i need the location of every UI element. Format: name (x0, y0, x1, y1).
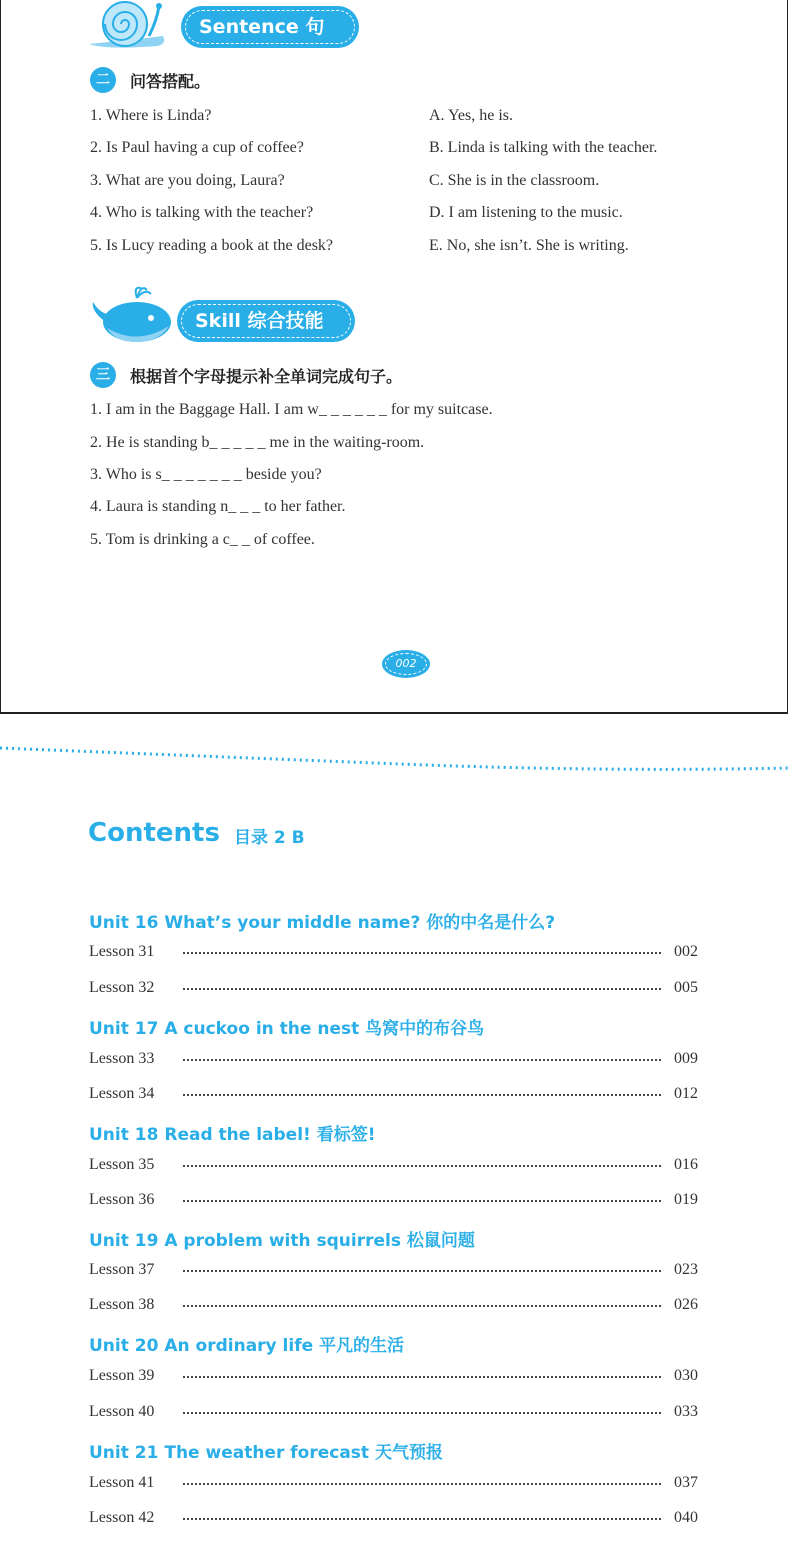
unit-17-title[interactable]: Unit 17 A cuckoo in the nest 鸟窝中的布谷鸟 (89, 1019, 485, 1039)
lesson-40-name[interactable]: Lesson 40 (89, 1403, 155, 1420)
leader-dots (183, 1412, 661, 1414)
unit-20-title[interactable]: Unit 20 An ordinary life 平凡的生活 (89, 1336, 405, 1356)
answer-b: B. Linda is talking with the teacher. (429, 139, 658, 156)
fill-sentence-1: 1. I am in the Baggage Hall. I am w_ _ _ _ _ _ for my suitcase. (90, 401, 493, 418)
lesson-34-name[interactable]: Lesson 34 (89, 1085, 155, 1102)
leader-dots (183, 1059, 661, 1061)
lesson-34-page: 012 (674, 1085, 698, 1102)
answer-a: A. Yes, he is. (429, 107, 514, 124)
wave-divider (0, 738, 790, 784)
leader-dots (183, 1165, 661, 1167)
answer-d: D. I am listening to the music. (429, 204, 623, 221)
leader-dots (183, 1094, 661, 1096)
lesson-42-page: 040 (674, 1509, 698, 1526)
skill-banner-label: Skill 综合技能 (195, 310, 324, 332)
skill-banner (177, 300, 355, 342)
section2-title: 问答搭配。 (130, 71, 211, 91)
answer-c: C. She is in the classroom. (429, 172, 600, 189)
lesson-36-page: 019 (674, 1191, 698, 1208)
leader-dots (183, 1483, 661, 1485)
fill-sentence-2: 2. He is standing b_ _ _ _ _ me in the waiting-room. (90, 434, 425, 451)
whale-icon (89, 284, 175, 346)
lesson-37-name[interactable]: Lesson 37 (89, 1261, 155, 1278)
answer-e: E. No, she isn’t. She is writing. (429, 237, 629, 254)
leader-dots (183, 988, 661, 990)
lesson-38-page: 026 (674, 1296, 698, 1313)
lesson-35-page: 016 (674, 1156, 698, 1173)
lesson-40-page: 033 (674, 1403, 698, 1420)
lesson-32-name[interactable]: Lesson 32 (89, 979, 155, 996)
lesson-33-name[interactable]: Lesson 33 (89, 1050, 155, 1067)
section3-heading (90, 362, 402, 388)
contents-title: Contents (88, 818, 220, 848)
lesson-39-name[interactable]: Lesson 39 (89, 1367, 155, 1384)
question-5: 5. Is Lucy reading a book at the desk? (90, 237, 334, 254)
unit-16-title[interactable]: Unit 16 What’s your middle name? 你的中名是什么? (89, 913, 556, 933)
section2-heading (90, 67, 210, 93)
section3-number-badge: 三 (90, 362, 116, 388)
leader-dots (183, 1305, 661, 1307)
contents-subtitle: 目录 2 B (234, 828, 305, 848)
question-2: 2. Is Paul having a cup of coffee? (90, 139, 304, 156)
page-number-badge (382, 650, 430, 678)
lesson-37-page: 023 (674, 1261, 698, 1278)
leader-dots (183, 952, 661, 954)
snail-icon (87, 0, 171, 52)
question-1: 1. Where is Linda? (90, 107, 212, 124)
fill-sentence-5: 5. Tom is drinking a c_ _ of coffee. (90, 531, 315, 548)
question-3: 3. What are you doing, Laura? (90, 172, 285, 189)
leader-dots (183, 1376, 661, 1378)
lesson-41-page: 037 (674, 1474, 698, 1491)
lesson-38-name[interactable]: Lesson 38 (89, 1296, 155, 1313)
lesson-42-name[interactable]: Lesson 42 (89, 1509, 155, 1526)
unit-19-title[interactable]: Unit 19 A problem with squirrels 松鼠问题 (89, 1231, 475, 1251)
page-number: 002 (395, 657, 417, 670)
workbook-page (0, 0, 788, 714)
question-4: 4. Who is talking with the teacher? (90, 204, 314, 221)
lesson-36-name[interactable]: Lesson 36 (89, 1191, 155, 1208)
lesson-31-name[interactable]: Lesson 31 (89, 943, 155, 960)
unit-18-title[interactable]: Unit 18 Read the label! 看标签! (89, 1125, 376, 1145)
lesson-41-name[interactable]: Lesson 41 (89, 1474, 155, 1491)
lesson-31-page: 002 (674, 943, 698, 960)
lesson-33-page: 009 (674, 1050, 698, 1067)
sentence-banner (181, 6, 359, 80)
section3-title: 根据首个字母提示补全单词完成句子。 (130, 366, 403, 386)
unit-21-title[interactable]: Unit 21 The weather forecast 天气预报 (89, 1443, 443, 1463)
leader-dots (183, 1518, 661, 1520)
lesson-39-page: 030 (674, 1367, 698, 1384)
sentence-banner-label: Sentence 句子 (199, 16, 325, 80)
fill-sentence-4: 4. Laura is standing n_ _ _ to her father. (90, 498, 346, 515)
lesson-35-name[interactable]: Lesson 35 (89, 1156, 155, 1173)
leader-dots (183, 1270, 661, 1272)
section2-number-badge: 二 (90, 67, 116, 93)
lesson-32-page: 005 (674, 979, 698, 996)
leader-dots (183, 1200, 661, 1202)
fill-sentence-3: 3. Who is s_ _ _ _ _ _ _ beside you? (90, 466, 322, 483)
